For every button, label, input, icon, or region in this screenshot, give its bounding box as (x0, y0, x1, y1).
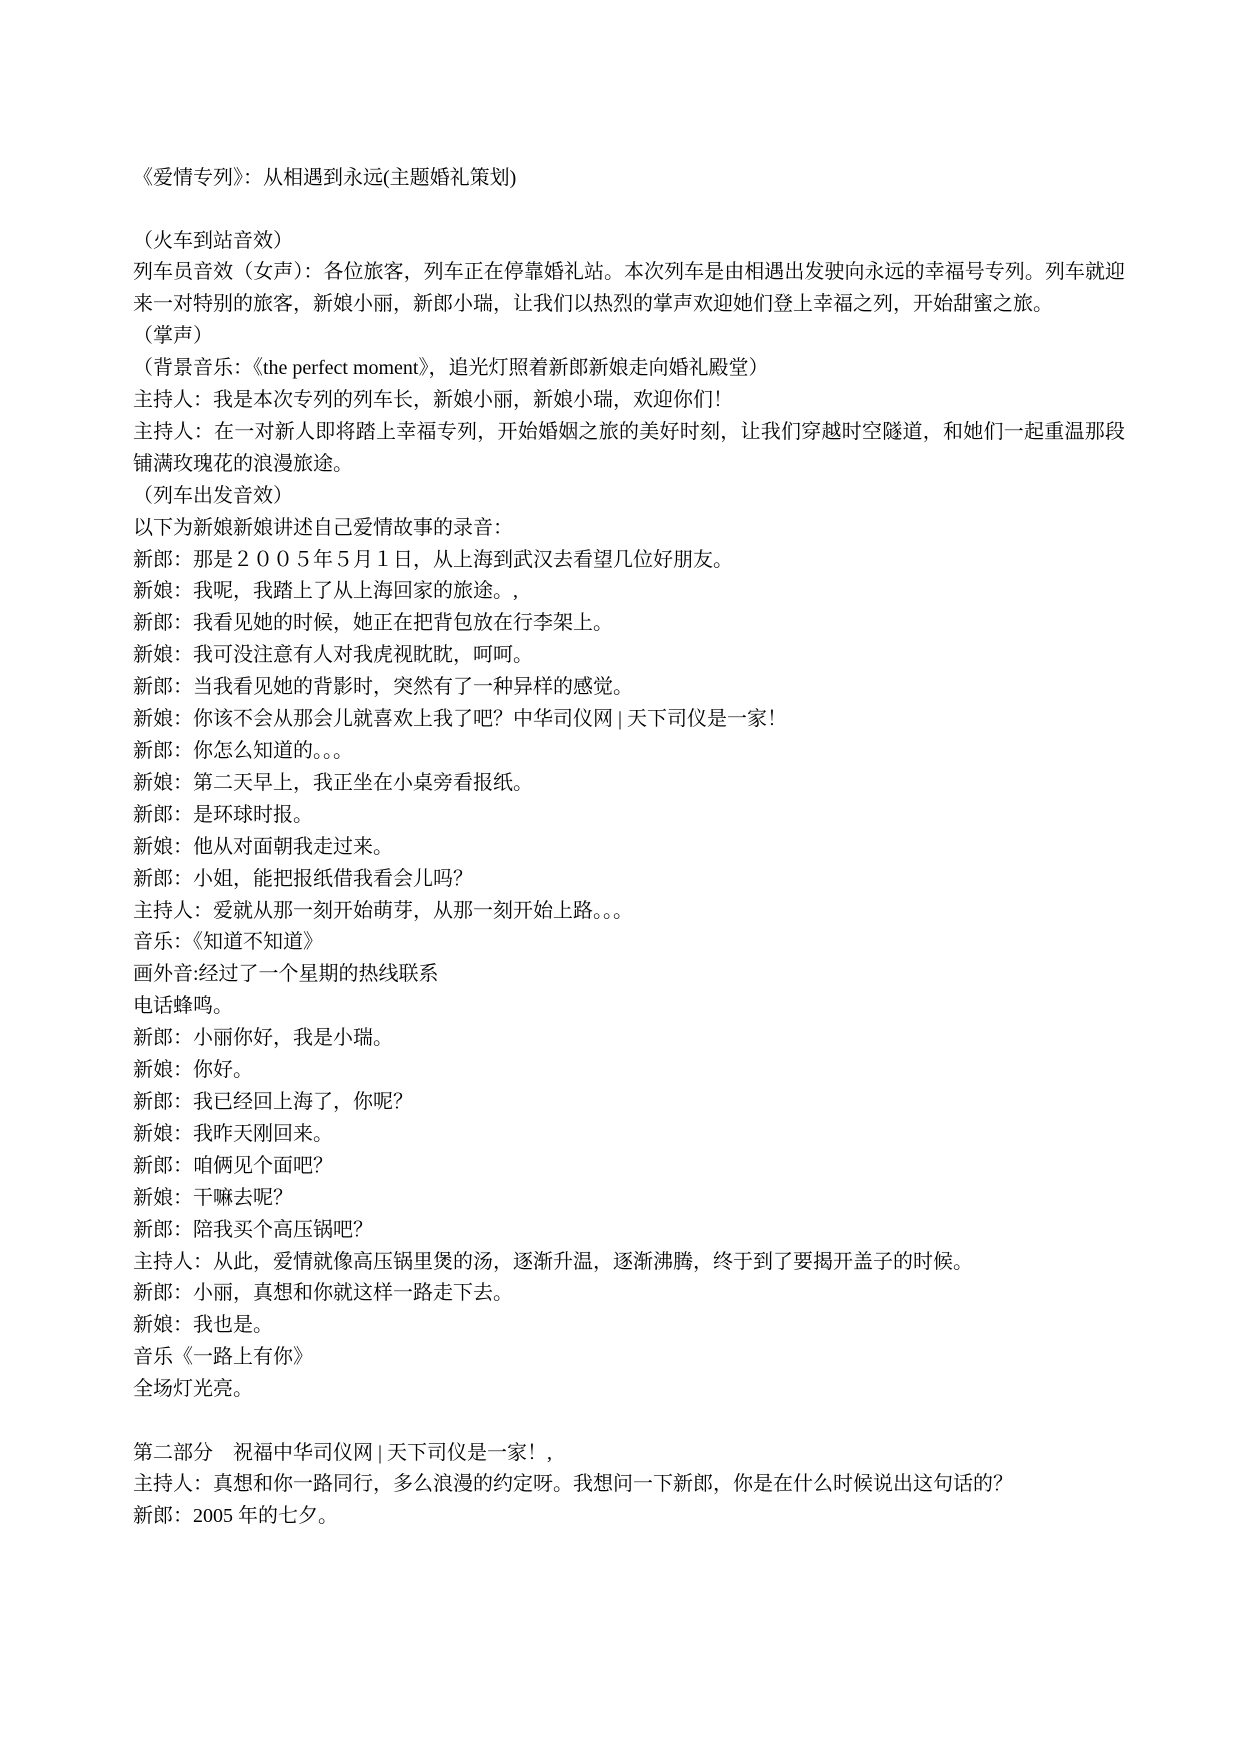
stage-direction-bgm: （背景音乐：《the perfect moment》，追光灯照着新郎新娘走向婚礼殿堂） (133, 357, 769, 380)
stage-direction-depart: （列车出发音效） (133, 484, 293, 507)
dialogue-line: 电话蜂鸣。 (133, 995, 233, 1018)
blank-line (133, 194, 1125, 226)
dialogue-line: 新郎：是环球时报。 (133, 803, 313, 826)
dialogue-line: 新郎：你怎么知道的。。。 (133, 740, 353, 762)
dialogue-line: 新郎：小丽，真想和你就这样一路走下去。 (133, 1282, 513, 1305)
dialogue-line: 新娘：我也是。 (133, 1314, 273, 1337)
host-paragraph: 主持人：在一对新人即将踏上幸福专列，开始婚姻之旅的美好时刻，让我们穿越时空隧道，和她们一起重温那段铺满玫瑰花的浪漫旅途。 (133, 420, 1125, 475)
dialogue-line: 画外音:经过了一个星期的热线联系 (133, 963, 439, 986)
recording-intro: 以下为新娘新娘讲述自己爱情故事的录音： (133, 516, 513, 539)
dialogue-line: 新郎：小丽你好，我是小瑞。 (133, 1027, 393, 1050)
section-heading: 第二部分 祝福中华司仪网 | 天下司仪是一家！, (133, 1441, 553, 1464)
dialogue-line: 新郎：当我看见她的背影时，突然有了一种异样的感觉。 (133, 676, 633, 699)
dialogue-line: 音乐《一路上有你》 (133, 1346, 313, 1369)
dialogue-line: 新娘：我呢，我踏上了从上海回家的旅途。, (133, 580, 518, 603)
dialogue-line: 新娘：第二天早上，我正坐在小桌旁看报纸。 (133, 771, 533, 794)
dialogue-line: 新郎：那是２００５年５月１日，从上海到武汉去看望几位好朋友。 (133, 548, 733, 571)
dialogue-line: 新郎：陪我买个高压锅吧？ (133, 1218, 373, 1241)
dialogue-line: 新娘：我可没注意有人对我虎视眈眈，呵呵。 (133, 644, 533, 667)
dialogue-line: 新娘：你该不会从那会儿就喜欢上我了吧？中华司仪网 | 天下司仪是一家！ (133, 708, 788, 731)
dialogue-line: 主持人：从此，爱情就像高压锅里煲的汤，逐渐升温，逐渐沸腾，终于到了要揭开盖子的时候。 (133, 1250, 973, 1273)
dialogue-line: 新郎：小姐，能把报纸借我看会儿吗？ (133, 867, 473, 890)
host-line: 主持人：我是本次专列的列车长，新娘小丽，新娘小瑞，欢迎你们！ (133, 389, 733, 412)
dialogue-line: 新娘：干嘛去呢？ (133, 1186, 293, 1209)
dialogue-line: 全场灯光亮。 (133, 1378, 253, 1401)
dialogue-line: 主持人：真想和你一路同行，多么浪漫的约定呀。我想问一下新郎，你是在什么时候说出这句话的？ (133, 1473, 1013, 1496)
blank-line (133, 1406, 1125, 1438)
stage-direction-applause: （掌声） (133, 325, 213, 348)
dialogue-line: 音乐：《知道不知道》 (133, 931, 323, 954)
dialogue-line: 新郎：2005 年的七夕。 (133, 1505, 338, 1528)
dialogue-line: 新郎：我已经回上海了，你呢？ (133, 1090, 413, 1113)
dialogue-line: 新娘：我昨天刚回来。 (133, 1122, 333, 1145)
document-title: 《爱情专列》：从相遇到永远(主题婚礼策划) (133, 167, 517, 189)
dialogue-line: 主持人：爱就从那一刻开始萌芽，从那一刻开始上路。。。 (133, 899, 633, 922)
conductor-announcement: 列车员音效（女声）：各位旅客，列车正在停靠婚礼站。本次列车是由相遇出发驶向永远的幸福号专列。列车就迎来一对特别的旅客，新娘小丽，新郎小瑞，让我们以热烈的掌声欢迎她们登上幸福之列，开始甜蜜之旅。 (133, 261, 1125, 316)
dialogue-line: 新郎：咱俩见个面吧？ (133, 1154, 333, 1177)
document-page (133, 162, 1125, 1533)
dialogue-line: 新娘：你好。 (133, 1059, 253, 1082)
dialogue-line: 新娘：他从对面朝我走过来。 (133, 835, 393, 858)
stage-direction-arrival: （火车到站音效） (133, 229, 293, 252)
dialogue-line: 新郎：我看见她的时候，她正在把背包放在行李架上。 (133, 612, 613, 635)
